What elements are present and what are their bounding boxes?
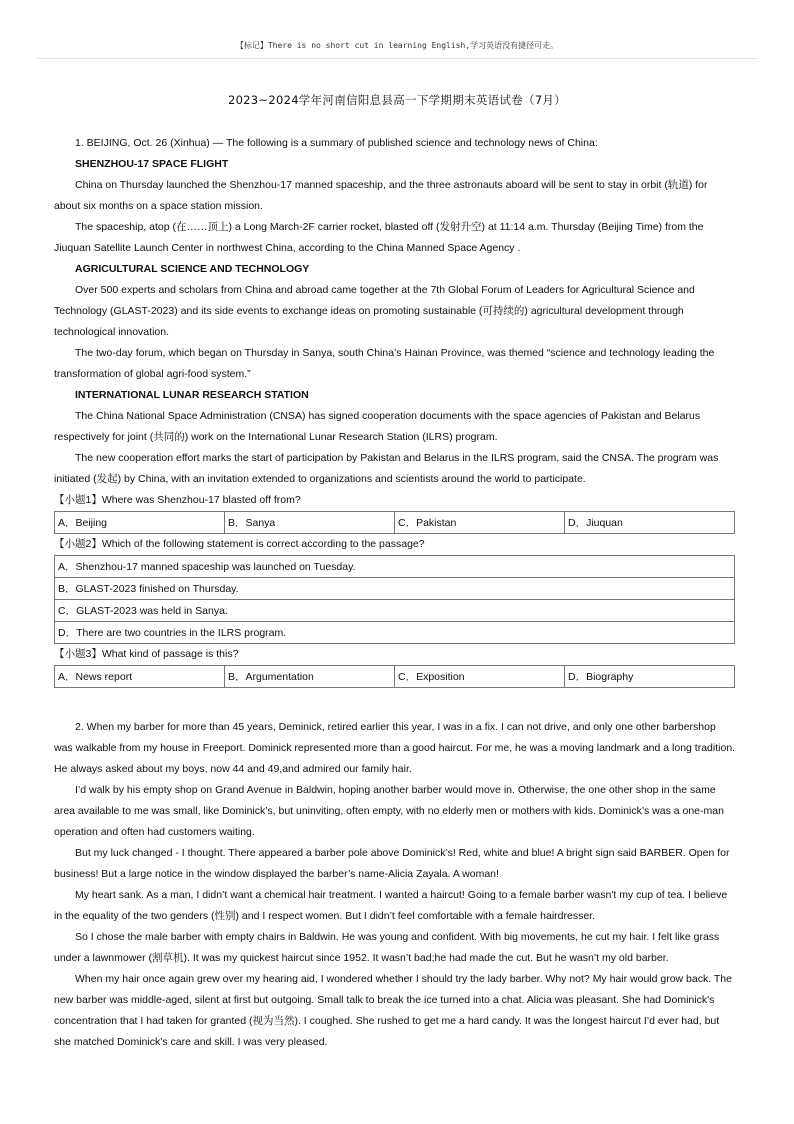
option-c[interactable]: C．GLAST-2023 was held in Sanya. bbox=[55, 600, 735, 622]
question-stem: 【小题2】Which of the following statement is correct according to the passage? bbox=[54, 538, 425, 550]
option-d[interactable]: D．Jiuquan bbox=[565, 512, 735, 534]
paragraph: When my hair once again grew over my hearing aid, I wondered whether I should try the lady barber. Why not? My hair would grow back. The new barber was middle-aged, silent at first but outgoing. Small talk to break the ice turned into a chat. Alicia was pleasant. She had Dominick's concentration that I had taken for granted (视为当然). I coughed. She rushed to get me a hard candy. It was the longest haircut I’d ever had, but she matched Dominick’s care and skill. I was very pleased. bbox=[54, 973, 732, 1048]
option-b[interactable]: B．Sanya bbox=[225, 512, 395, 534]
page-header-motto: 【标记】There is no short cut in learning English,学习英语没有捷径可走。 bbox=[235, 41, 559, 50]
passage1-intro: 1. BEIJING, Oct. 26 (Xinhua) — The following is a summary of published science and technology news of China: bbox=[75, 137, 598, 149]
option-b[interactable]: B．Argumentation bbox=[225, 666, 395, 688]
section-heading: SHENZHOU-17 SPACE FLIGHT bbox=[75, 158, 229, 170]
option-d[interactable]: D．Biography bbox=[565, 666, 735, 688]
section-heading: INTERNATIONAL LUNAR RESEARCH STATION bbox=[75, 389, 309, 401]
option-a[interactable]: A．News report bbox=[55, 666, 225, 688]
options-table bbox=[54, 665, 735, 688]
paragraph: Over 500 experts and scholars from China and abroad came together at the 7th Global Forum of Leaders for Agricultural Science and Technology (GLAST-2023) and its side events to exchange ideas on promoting sustainable (可持续的) agricultural development through technological innovation. bbox=[54, 284, 695, 338]
paragraph: 2. When my barber for more than 45 years, Deminick, retired earlier this year, I was in a fix. I can not drive, and only one other barbershop was walkable from my house in Freeport. Dominick represented more than a good haircut. For me, he was a moving landmark and a long tradition. He always asked about my boys, now 44 and 49,and admired our family hair. bbox=[54, 721, 736, 775]
paragraph: The China National Space Administration (CNSA) has signed cooperation documents with the space agencies of Pakistan and Belarus respectively for joint (共同的) work on the International Lunar Research Station (ILRS) program. bbox=[54, 410, 701, 443]
option-c[interactable]: C．Exposition bbox=[395, 666, 565, 688]
paragraph: The two-day forum, which began on Thursday in Sanya, south China’s Hainan Province, was themed “science and technology leading the transformation of global agri-food system.” bbox=[54, 347, 715, 380]
option-c[interactable]: C．Pakistan bbox=[395, 512, 565, 534]
question-stem: 【小题1】Where was Shenzhou-17 blasted off from? bbox=[54, 494, 301, 506]
paragraph: So I chose the male barber with empty chairs in Baldwin. He was young and confident. With big movements, he cut my hair. I felt like grass under a lawnmower (割草机). It was my quickest haircut since 1952. It wasn’t bad;he had made the cut. But he wasn’t my old barber. bbox=[54, 931, 720, 964]
paragraph: I’d walk by his empty shop on Grand Avenue in Baldwin, hoping another barber would move in. Otherwise, the one other shop in the same area available to me was small, like Dominick’s, but uninviting, often empty, with no elderly men or mothers with kids. Dominick’s was a one-man operation and often had customers waiting. bbox=[54, 784, 724, 838]
section-heading: AGRICULTURAL SCIENCE AND TECHNOLOGY bbox=[75, 263, 310, 275]
options-table bbox=[54, 511, 735, 534]
paragraph: The new cooperation effort marks the start of participation by Pakistan and Belarus in the ILRS program, said the CNSA. The program was initiated (发起) by China, with an invitation extended to organizations and scientists around the world to participate. bbox=[54, 452, 719, 485]
option-a[interactable]: A．Shenzhou-17 manned spaceship was launched on Tuesday. bbox=[55, 556, 735, 578]
paragraph: China on Thursday launched the Shenzhou-17 manned spaceship, and the three astronauts aboard will be sent to stay in orbit (轨道) for about six months on a space station mission. bbox=[54, 179, 708, 212]
options-table bbox=[54, 555, 735, 644]
paragraph: The spaceship, atop (在……顶上) a Long March-2F carrier rocket, blasted off (发射升空) at 11:14 a.m. Thursday (Beijing Time) from the Jiuquan Satellite Launch Center in northwest China, according to the China Manned Space Agency . bbox=[54, 221, 704, 254]
exam-content bbox=[54, 133, 736, 1053]
passage-spacer bbox=[54, 688, 736, 717]
question-stem: 【小题3】What kind of passage is this? bbox=[54, 648, 239, 660]
paragraph: But my luck changed - I thought. There appeared a barber pole above Dominick’s! Red, white and blue! A bright sign said BARBER. Open for business! But a large notice in the window displayed the barber’s name-Alicia Zayala. A woman! bbox=[54, 847, 730, 880]
exam-title: 2023~2024学年河南信阳息县高一下学期期末英语试卷（7月） bbox=[227, 93, 567, 107]
paragraph: My heart sank. As a man, I didn’t want a chemical hair treatment. I wanted a haircut! Going to a female barber wasn't my cup of tea. I believe in the equality of the two genders (性别) and I respect women. But I didn’t feel comfortable with a female hairdresser. bbox=[54, 889, 728, 922]
option-d[interactable]: D．There are two countries in the ILRS program. bbox=[55, 622, 735, 644]
header-divider bbox=[36, 58, 758, 59]
option-b[interactable]: B．GLAST-2023 finished on Thursday. bbox=[55, 578, 735, 600]
option-a[interactable]: A．Beijing bbox=[55, 512, 225, 534]
